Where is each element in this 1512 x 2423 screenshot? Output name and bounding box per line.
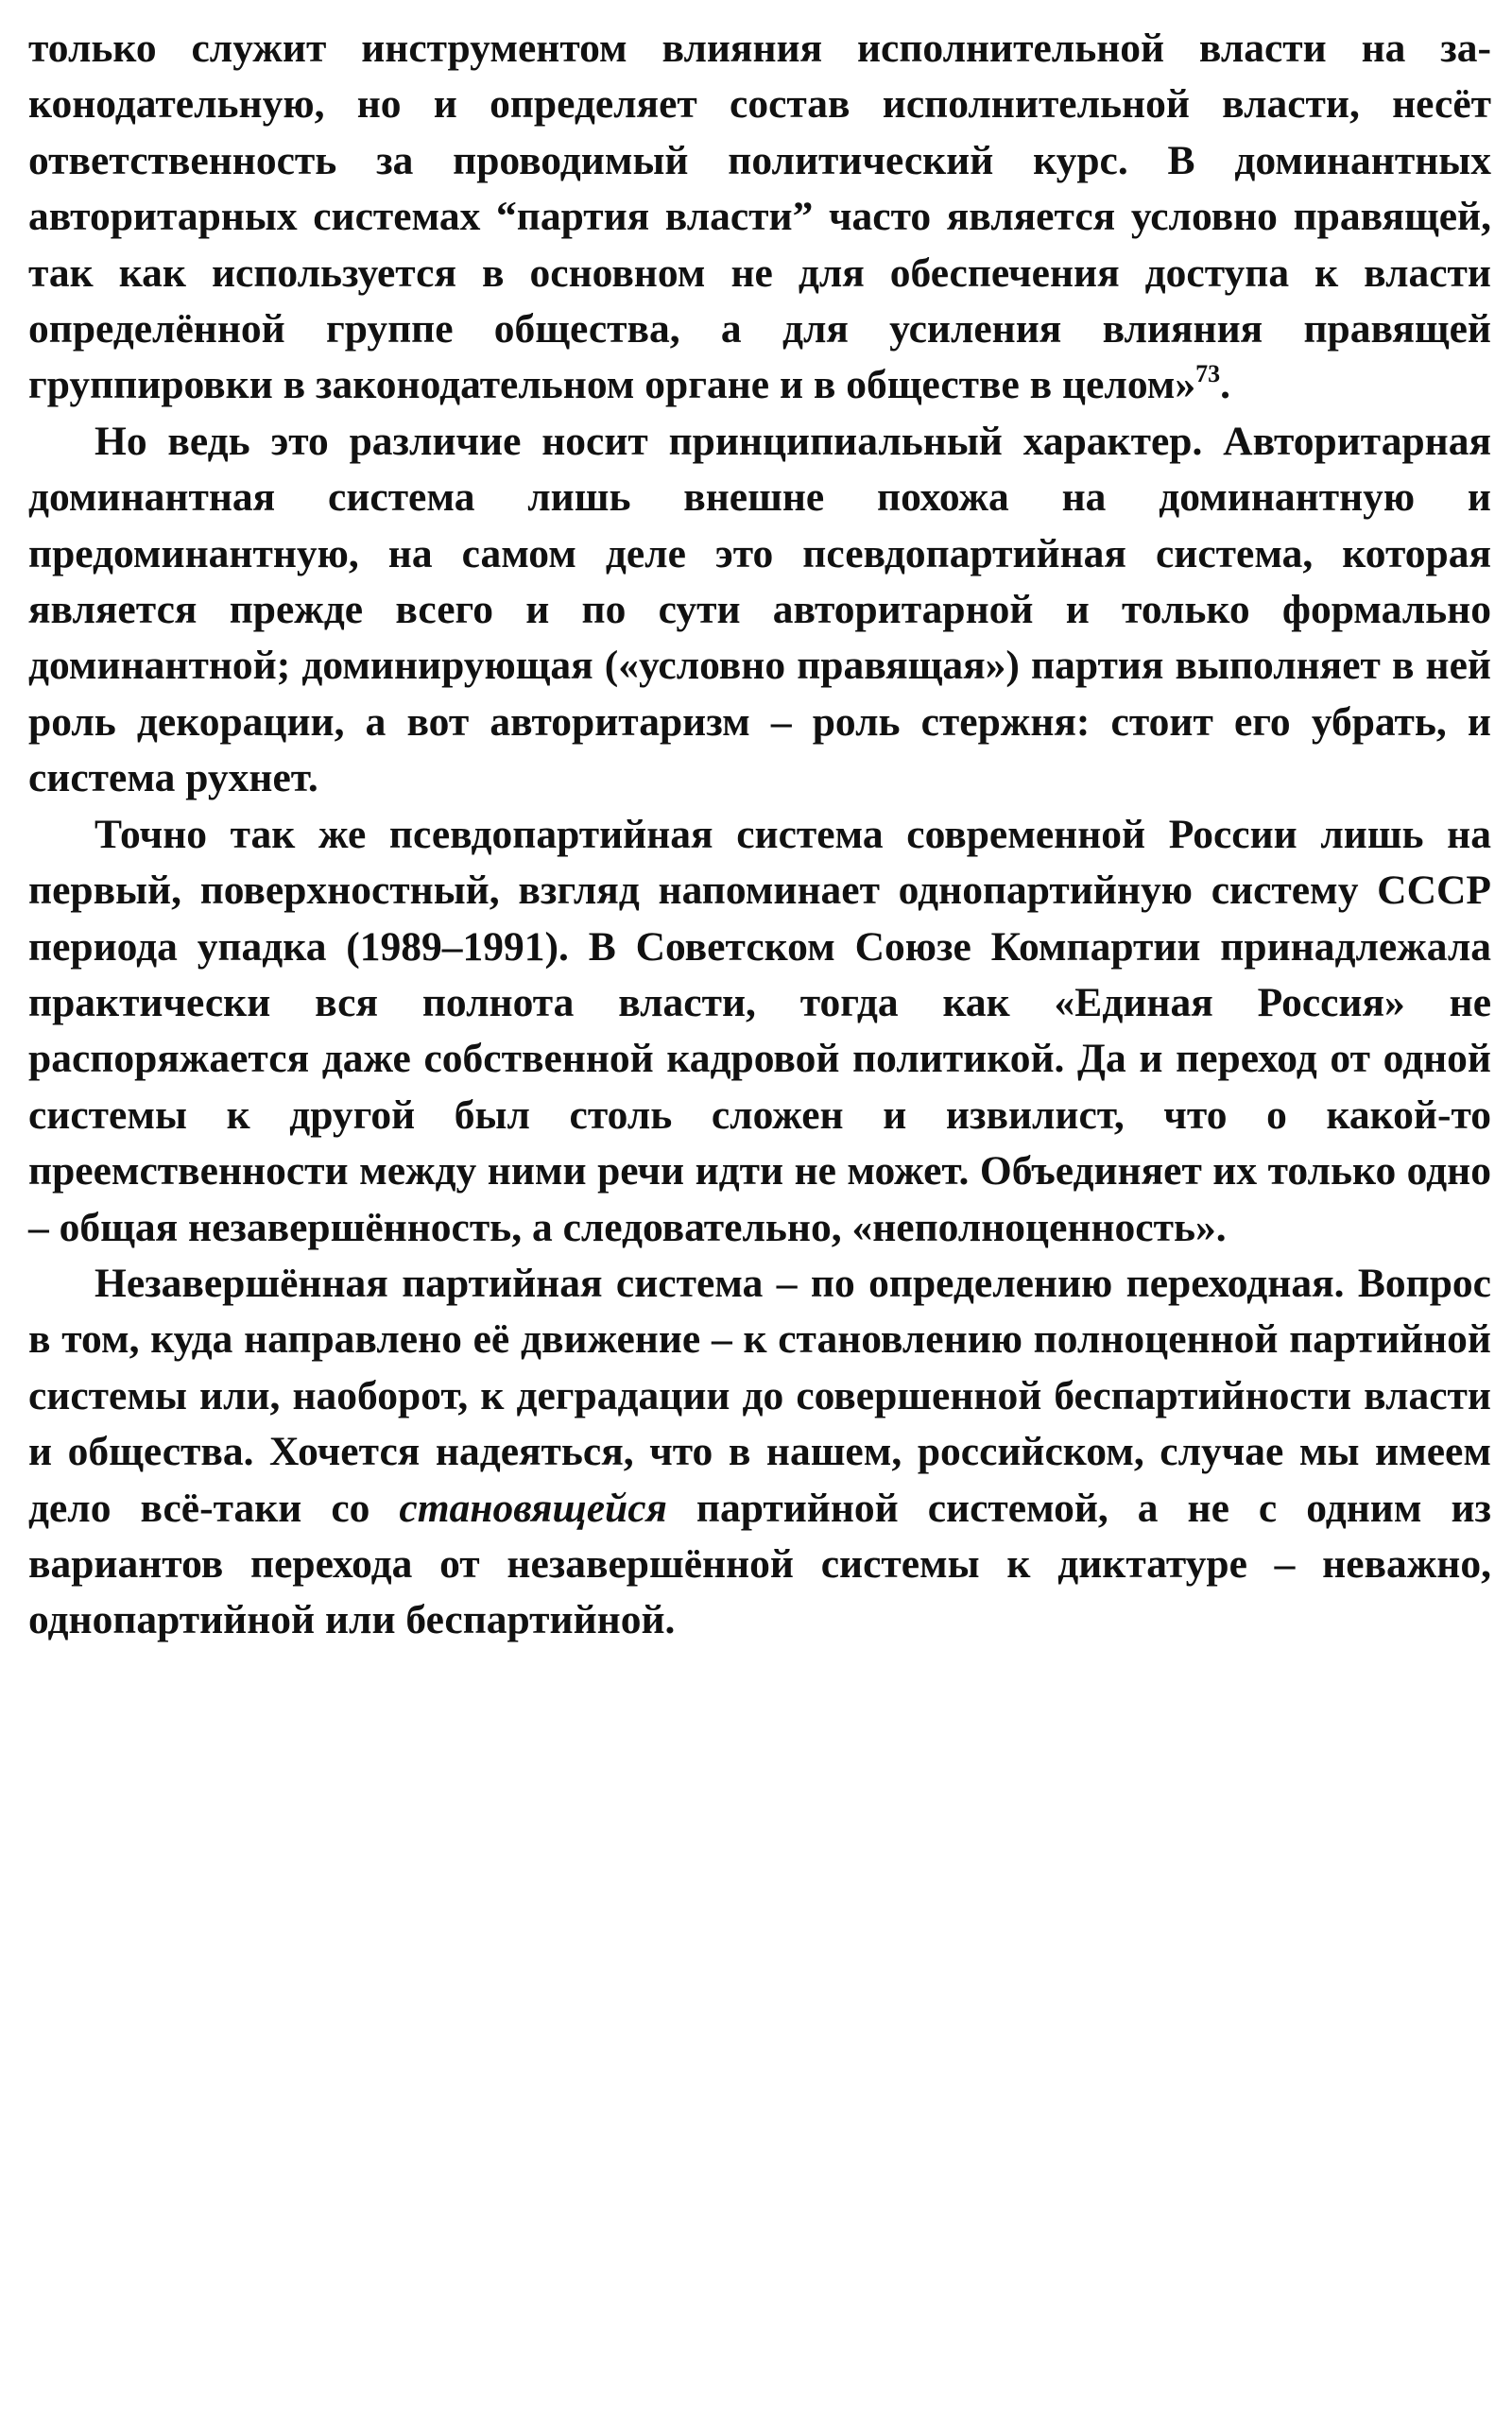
paragraph-4-end: партийной системой, а не с одним из вариантов перехода от незавершённой системы к диктатуре – неважно, однопартийной или беспартийной. [28,1485,1491,1643]
emphasized-word: становящейся [399,1485,667,1531]
paragraph-1 [28,21,1491,414]
paragraph-2: Но ведь это различие носит принципиальный характер. Авторитарная доминантная система лишь внешне похожа на доминантную и предоминантную, на самом деле это псевдопартийная система, которая является прежде всего и по сути авторитарной и только формально доминантной; доминирующая («условно правящая») партия выполняет в ней роль декорации, а вот авторитаризм – роль стержня: стоит его убрать, и система рухнет. [28,418,1491,801]
paragraph-1-end: . [1220,362,1230,408]
paragraph-3: Точно так же псевдопартийная система современной России лишь на первый, поверхностный, взгляд напоминает однопартийную систему СССР периода упадка (1989–1991). В Советском Союзе Компартии принадлежала практически вся полнота власти, тогда как «Единая Россия» не распоряжается даже собственной кадровой политикой. Да и переход от одной системы к другой был столь сложен и извилист, что о какой-то преемственности между ними речи идти не может. Объединяет их только одно – общая незавершённость, а следовательно, «неполноценность». [28,811,1491,1250]
paragraph-4-text: Незавершённая партийная система – по определению переходная. Вопрос в том, куда направлено её движение – к становлению полноценной партийной системы или, наоборот, к деградации до совершенной беспартийности власти и общества. Хочется надеяться, что в нашем, российском, случае мы имеем дело всё-таки со [28,1260,1491,1531]
footnote-reference[interactable]: 73 [1195,360,1221,388]
paragraph-4 [28,1256,1491,1649]
document-page [28,21,1491,1649]
paragraph-1-text: только служит инструментом влияния исполнительной власти на законодательную, но и определяет состав исполнительной власти, несёт ответственность за проводимый политический курс. В доминантных авторитарных системах “партия власти” часто является условно правящей, так как используется в основном не для обеспечения доступа к власти определённой группе общества, а для усиления влияния правящей группировки в законодательном органе и в обществе в целом» [28,26,1491,408]
